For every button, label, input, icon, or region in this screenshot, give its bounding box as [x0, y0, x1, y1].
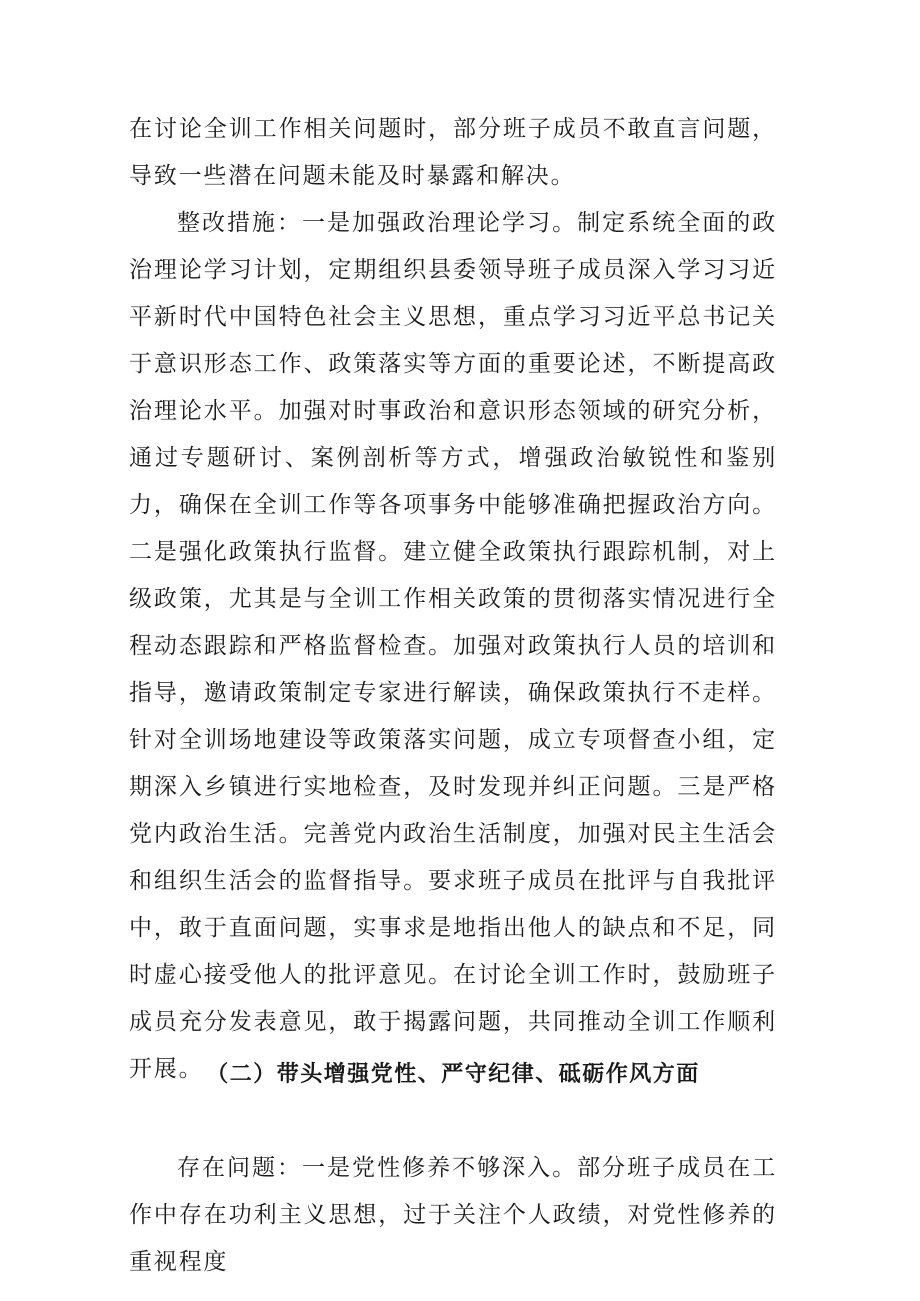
section-heading: （二）带头增强党性、严守纪律、砥砺作风方面	[206, 1062, 700, 1087]
paragraph-existing-problems: 存在问题：一是党性修养不够深入。部分班子成员在工作中存在功利主义思想，过于关注个人政绩，对党性修养的重视程度	[129, 1155, 777, 1275]
paragraph-continuation: 在讨论全训工作相关问题时，部分班子成员不敢直言问题，导致一些潜在问题未能及时暴露和解决。	[129, 116, 777, 189]
paragraph-rectification-measures: 整改措施：一是加强政治理论学习。制定系统全面的政治理论学习计划，定期组织县委领导班子成员深入学习习近平新时代中国特色社会主义思想，重点学习习近平总书记关于意识形态工作、政策落实等方面的重要论述，不断提高政治理论水平。加强对时事政治和意识形态领域的研究分析，通过专题研讨、案例剖析等方式，增强政治敏锐性和鉴别力，确保在全训工作等各项事务中能够准确把握政治方向。二是强化政策执行监督。建立健全政策执行跟踪机制，对上级政策，尤其是与全训工作相关政策的贯彻落实情况进行全程动态跟踪和严格监督检查。加强对政策执行人员的培训和指导，邀请政策制定专家进行解读，确保政策执行不走样。针对全训场地建设等政策落实问题，成立专项督查小组，定期深入乡镇进行实地检查，及时发现并纠正问题。三是严格党内政治生活。完善党内政治生活制度，加强对民主生活会和组织生活会的监督指导。要求班子成员在批评与自我批评中，敢于直面问题，实事求是地指出他人的缺点和不足，同时虚心接受他人的批评意见。在讨论全训工作时，鼓励班子成员充分发表意见，敢于揭露问题，共同推动全训工作顺利开展。	[129, 210, 777, 1082]
